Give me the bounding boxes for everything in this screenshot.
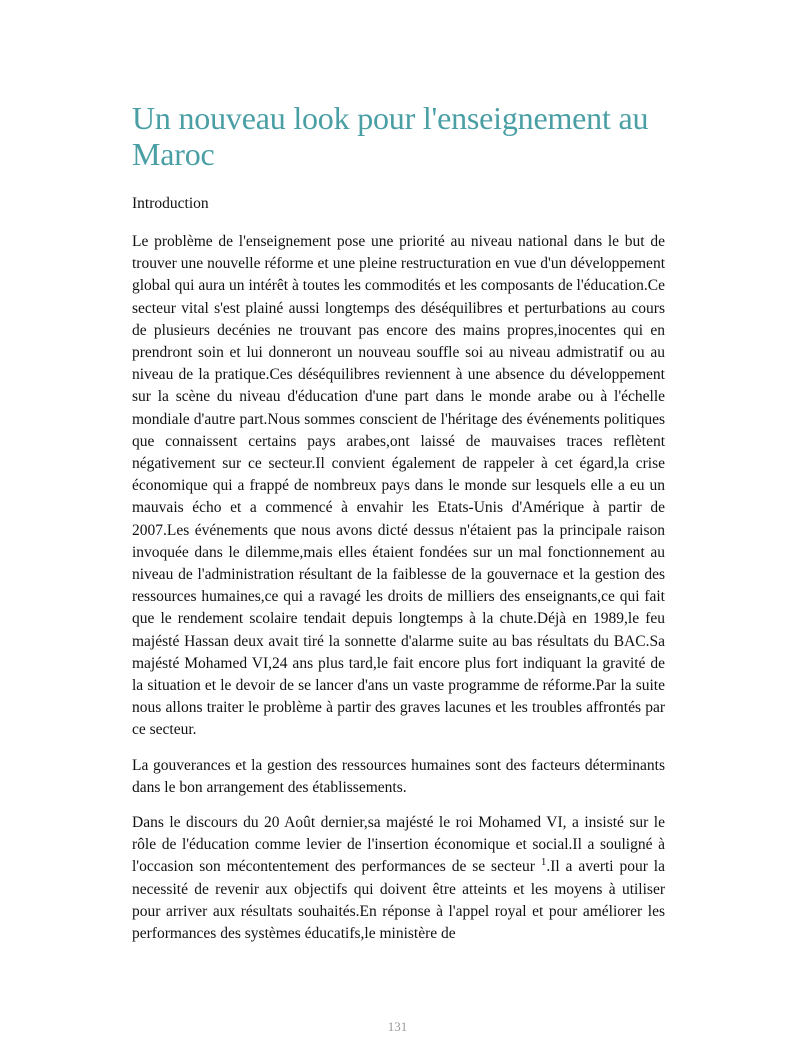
paragraph-3-text-b: .Il a averti pour la necessité de revenir aux objectifs qui doivent être atteints et les moyens à utiliser pour arriver aux résultats souhaités.En réponse à l'appel royal et pour améliorer les performances des systèmes éducatifs,le ministère de xyxy=(132,858,665,943)
page-number: 131 xyxy=(387,1019,408,1034)
document-title: Un nouveau look pour l'enseignement au Maroc xyxy=(132,100,649,172)
paragraph-2: La gouverances et la gestion des ressources humaines sont des facteurs déterminants dans le bon arrangement des établissements. xyxy=(132,756,665,796)
section-heading: Introduction xyxy=(132,195,209,212)
paragraph-1: Le problème de l'enseignement pose une priorité au niveau national dans le but de trouver une nouvelle réforme et une pleine restructuration en vue d'un développement global qui aura un intérêt à toutes les commodités et les composants de l'éducation.Ce secteur vital s'est plainé aussi longtemps des déséquilibres et perturbations au cours de plusieurs decénies ne trouvant pas encore des mains propres,inocentes qui en prendront soin et lui donneront un nouveau souffle soi au niveau admistratif ou au niveau de la pratique.Ces déséquilibres reviennent à une absence du développement sur la scène du niveau d'éducation d'une part dans le monde arabe ou à l'échelle mondiale d'autre part.Nous sommes conscient de l'héritage des événements politiques que connaissent certains pays arabes,ont laissé de mauvaises traces reflètent négativement sur ce secteur.Il convient également de rappeler à cet égard,la crise économique qui a frappé de nombreux pays dans le monde sur lesquels elle a eu un mauvais écho et a commencé à envahir les Etats-Unis d'Amérique à partir de 2007.Les événements que nous avons dicté dessus n'étaient pas la principale raison invoquée dans le dilemme,mais elles étaient fondées sur un mal fonctionnement au niveau de l'administration résultant de la faiblesse de la gouvernace et la gestion des ressources humaines,ce qui a ravagé les droits de milliers des enseignants,ce qui fait que le rendement scolaire tendait depuis longtemps à la chute.Déjà en 1989,le feu majésté Hassan deux avait tiré la sonnette d'alarme suite au bas résultats du BAC.Sa majésté Mohamed VI,24 ans plus tard,le fait encore plus fort indiquant la gravité de la situation et le devoir de se lancer d'ans un vaste programme de réforme.Par la suite nous allons traiter le problème à partir des graves lacunes et les troubles affrontés par ce secteur. xyxy=(132,233,665,739)
paragraph-3-text-a: Dans le discours du 20 Août dernier,sa majésté le roi Mohamed VI, a insisté sur le rôle de l'éducation comme levier de l'insertion économique et social.Il a souligné à l'occasion son mécontentement des performances de se secteur xyxy=(132,814,665,876)
footnote-marker[interactable]: 1 xyxy=(540,856,547,869)
page-content xyxy=(132,100,665,958)
paragraph-3 xyxy=(132,812,665,945)
